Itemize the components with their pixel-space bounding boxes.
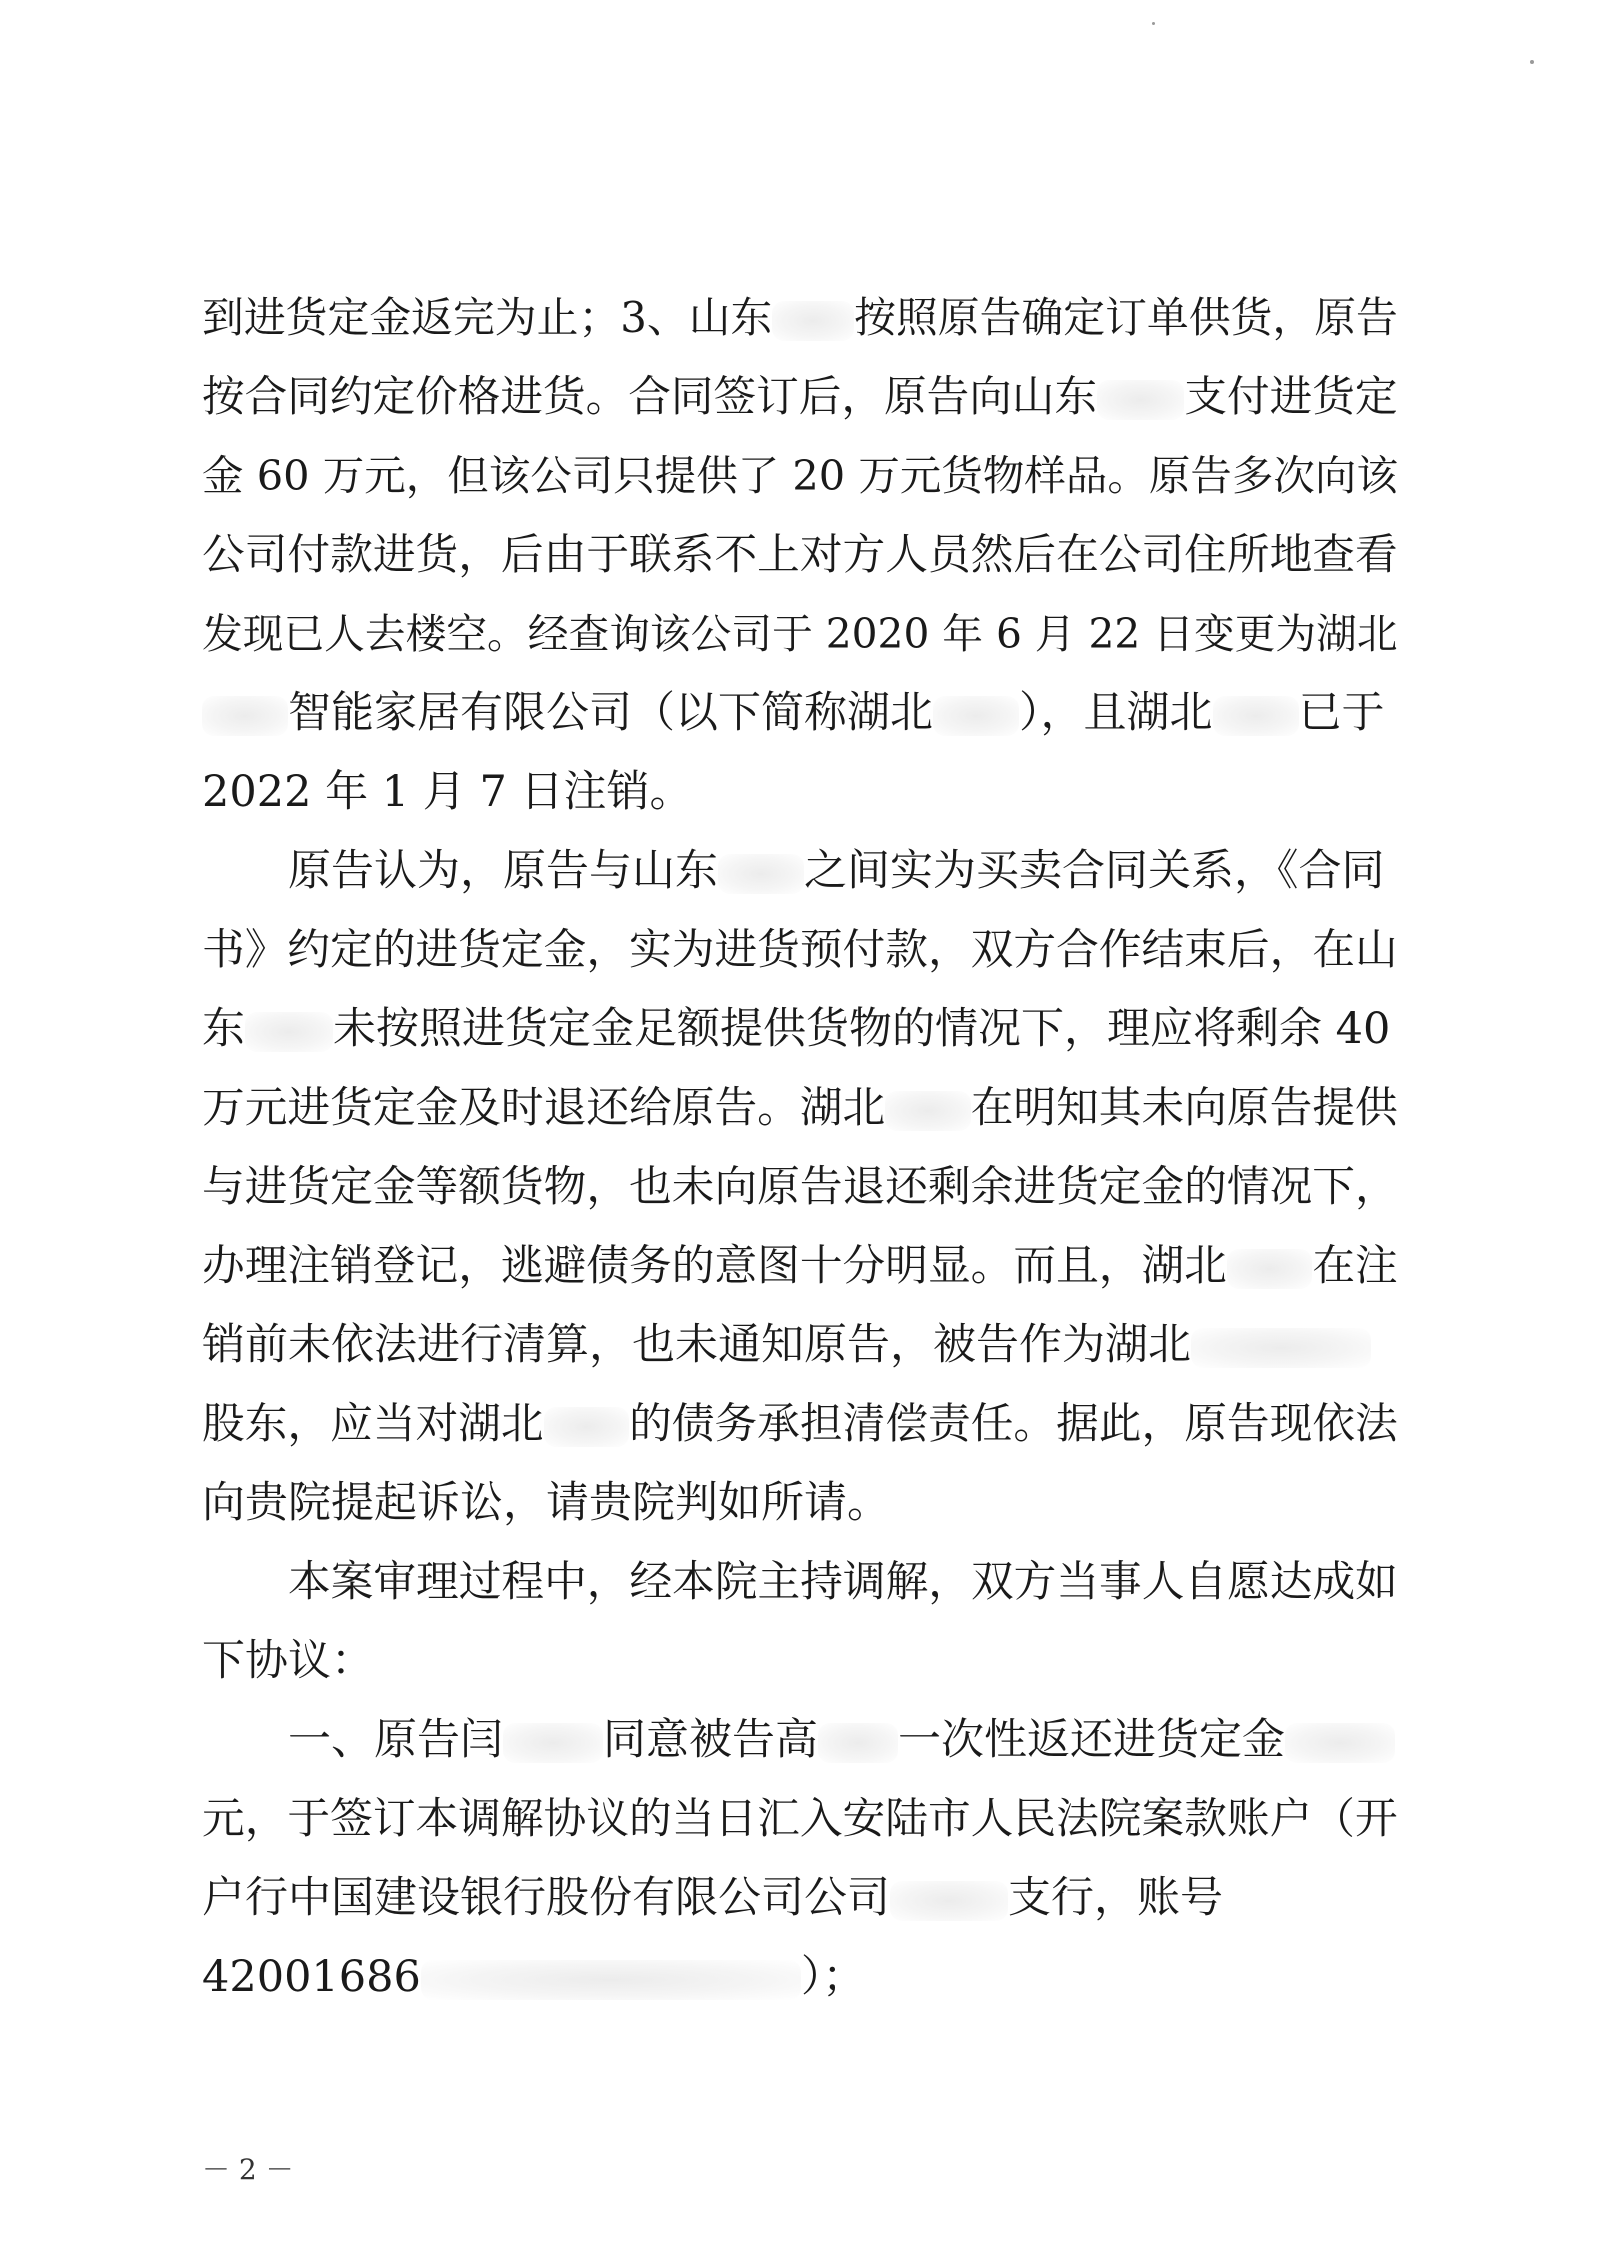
text-segment: 在注 [1312,1241,1398,1291]
text-line [288,1712,1398,1768]
scan-speck [1530,60,1534,64]
text-line [202,369,1398,425]
redaction-mark [503,1723,603,1763]
text-line [202,922,1398,978]
redaction-mark [1227,1249,1312,1289]
text-segment: 销前未依法进行清算，也未通知原告，被告作为湖北 [202,1320,1191,1370]
text-segment: 发现已人去楼空。经查询该公司于 2020 年 6 月 22 日变更为湖北 [202,610,1398,658]
text-segment: 股东，应当对湖北 [202,1399,544,1449]
redaction-mark [933,696,1019,736]
text-line [288,843,1398,899]
text-segment: ）； [800,1952,866,2002]
text-segment: 未按照进货定金足额提供货物的情况下，理应将剩余 40 [333,1004,1391,1054]
text-segment: 按照原告确定订单供货，原告 [854,293,1398,342]
text-segment: 的债务承担清偿责任。据此，原告现依法 [629,1399,1398,1449]
scan-speck [1152,22,1155,25]
text-segment: 一、原告闫 [288,1715,503,1765]
text-segment: 按合同约定价格进货。合同签订后，原告向山东 [202,372,1098,422]
text-line [202,1633,1398,1689]
text-segment: 户行中国建设银行股份有限公司公司 [202,1873,890,1923]
text-line [202,527,1398,583]
text-line [202,1475,1398,1531]
redaction-mark [245,1012,333,1052]
text-line [202,1317,1398,1373]
text-segment: 办理注销登记，逃避债务的意图十分明显。而且，湖北 [202,1241,1227,1291]
redaction-mark [772,301,854,341]
text-line [202,1001,1398,1057]
text-segment: 下协议： [202,1636,374,1686]
redaction-mark [1097,380,1184,420]
text-segment: 到进货定金返完为止；3、山东 [202,293,773,342]
text-segment: 一次性返还进货定金 [898,1715,1285,1765]
redaction-mark [890,1881,1008,1921]
redaction-mark [421,1960,801,2000]
text-segment: 向贵院提起诉讼，请贵院判如所请。 [202,1478,890,1528]
text-line [202,1791,1398,1847]
page-number: － 2 － [202,2153,294,2186]
text-line [202,685,1398,741]
redaction-mark [544,1407,629,1447]
text-line [202,290,1398,346]
text-line [202,448,1398,504]
text-segment: 东 [202,1004,245,1054]
redaction-mark [818,1723,898,1763]
text-segment: 支行，账号 [1008,1873,1223,1923]
text-segment: 金 60 万元，但该公司只提供了 20 万元货物样品。原告多次向该 [202,451,1398,500]
redaction-mark [885,1091,970,1131]
redaction-mark [1285,1723,1395,1763]
text-segment: 万元进货定金及时退还给原告。湖北 [202,1083,886,1133]
text-segment: ），且湖北 [1019,688,1213,738]
text-segment: 元，于签订本调解协议的当日汇入安陆市人民法院案款账户（开 [202,1794,1398,1844]
redaction-mark [718,854,804,894]
text-segment: 书》约定的进货定金，实为进货预付款，双方合作结束后，在山 [202,925,1398,975]
redaction-mark [1191,1328,1371,1368]
text-line [202,1949,1398,2005]
text-line [202,1238,1398,1294]
text-line [202,1870,1398,1926]
text-segment: 与进货定金等额货物，也未向原告退还剩余进货定金的情况下， [202,1162,1398,1212]
text-segment: 公司付款进货，后由于联系不上对方人员然后在公司住所地查看 [202,530,1398,580]
text-segment: 本案审理过程中，经本院主持调解，双方当事人自愿达成如 [288,1557,1398,1607]
text-segment: 同意被告高 [603,1715,818,1765]
text-segment: 智能家居有限公司（以下简称湖北 [288,688,933,738]
text-line [202,1159,1398,1215]
text-segment: 2022 年 1 月 7 日注销。 [202,767,693,817]
redaction-mark [1213,696,1299,736]
text-segment: 之间实为买卖合同关系，《合同 [804,846,1385,896]
text-line [202,1080,1398,1136]
redaction-mark [202,696,288,736]
text-segment: 在明知其未向原告提供 [970,1083,1398,1133]
text-segment: 原告认为，原告与山东 [288,846,718,896]
text-segment: 支付进货定 [1184,372,1398,422]
text-line [202,606,1398,662]
text-line [288,1554,1398,1610]
text-segment: 42001686 [202,1952,421,2002]
text-line [202,764,1398,820]
text-line [202,1396,1398,1452]
text-segment: 已于 [1298,688,1385,738]
